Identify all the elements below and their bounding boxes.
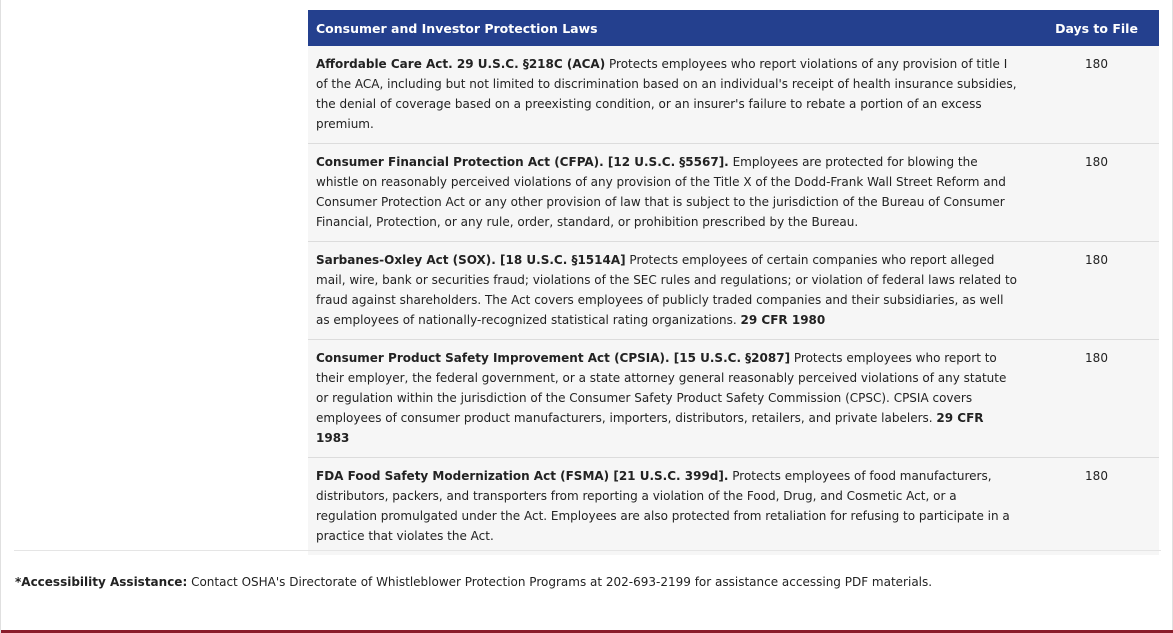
header-days: Days to File	[1034, 10, 1159, 46]
footnote-label: *Accessibility Assistance:	[15, 575, 188, 589]
header-law: Consumer and Investor Protection Laws	[308, 10, 1034, 46]
law-title: Consumer Financial Protection Act (CFPA). [12 U.S.C. §5567].	[316, 155, 729, 169]
law-description: Protects employees of certain companies who report alleged mail, wire, bank or securities fraud; violations of the SEC rules and regulations; or violation of federal laws related to fraud against shareholders. The Act covers employees of publicly traded companies and their subsidiaries, as well as employees of nationally-recognized statistical rating organizations.	[316, 253, 1018, 327]
days-value: 180	[1034, 340, 1159, 458]
days-value: 180	[1034, 46, 1159, 144]
table-row	[308, 340, 1159, 458]
law-description: Employees are protected for blowing the whistle on reasonably perceived violations of any provision of the Title X of the Dodd-Frank Wall Street Reform and Consumer Protection Act or any other provision of law that is subject to the jurisdiction of the Bureau of Consumer Financial, Protection, or any rule, order, standard, or prohibition prescribed by the Bureau.	[316, 155, 1006, 229]
accessibility-footnote	[15, 572, 932, 592]
section-divider	[14, 550, 1161, 551]
days-value: 180	[1034, 242, 1159, 340]
law-cell	[308, 242, 1034, 340]
table-row	[308, 242, 1159, 340]
law-cell	[308, 340, 1034, 458]
law-title: Affordable Care Act. 29 U.S.C. §218C (ACA)	[316, 57, 606, 71]
law-description: Protects employees who report violations of any provision of title I of the ACA, including but not limited to discrimination based on an individual's receipt of health insurance subsidies, the denial of coverage based on a preexisting condition, or an insurer's failure to rebate a portion of an excess premium.	[316, 57, 1017, 131]
law-cell	[308, 458, 1034, 556]
table-row	[308, 46, 1159, 144]
law-description: Protects employees of food manufacturers, distributors, packers, and transporters from reporting a violation of the Food, Drug, and Cosmetic Act, or a regulation promulgated under the Act. Employees are also protected from retaliation for refusing to participate in a practice that violates the Act.	[316, 469, 1010, 543]
laws-table	[308, 10, 1159, 555]
table-header	[308, 10, 1159, 46]
days-value: 180	[1034, 458, 1159, 556]
law-cell	[308, 46, 1034, 144]
law-cell	[308, 144, 1034, 242]
table-row	[308, 458, 1159, 556]
days-value: 180	[1034, 144, 1159, 242]
law-title: Sarbanes-Oxley Act (SOX). [18 U.S.C. §1514A]	[316, 253, 626, 267]
law-description: Protects employees who report to their employer, the federal government, or a state attorney general reasonably perceived violations of any statute or regulation within the jurisdiction of the Consumer Safety Product Safety Commission (CPSC). CPSIA covers employees of consumer product manufacturers, importers, distributors, retailers, and private labelers.	[316, 351, 1007, 425]
law-title: FDA Food Safety Modernization Act (FSMA) [21 U.S.C. 399d].	[316, 469, 729, 483]
table-row	[308, 144, 1159, 242]
footnote-text: Contact OSHA's Directorate of Whistleblower Protection Programs at 202-693-2199 for assistance accessing PDF materials.	[187, 575, 933, 589]
cfr-reference: 29 CFR 1980	[740, 313, 826, 327]
cfr-reference: 29 CFR 1983	[316, 411, 984, 445]
law-title: Consumer Product Safety Improvement Act (CPSIA). [15 U.S.C. §2087]	[316, 351, 791, 365]
